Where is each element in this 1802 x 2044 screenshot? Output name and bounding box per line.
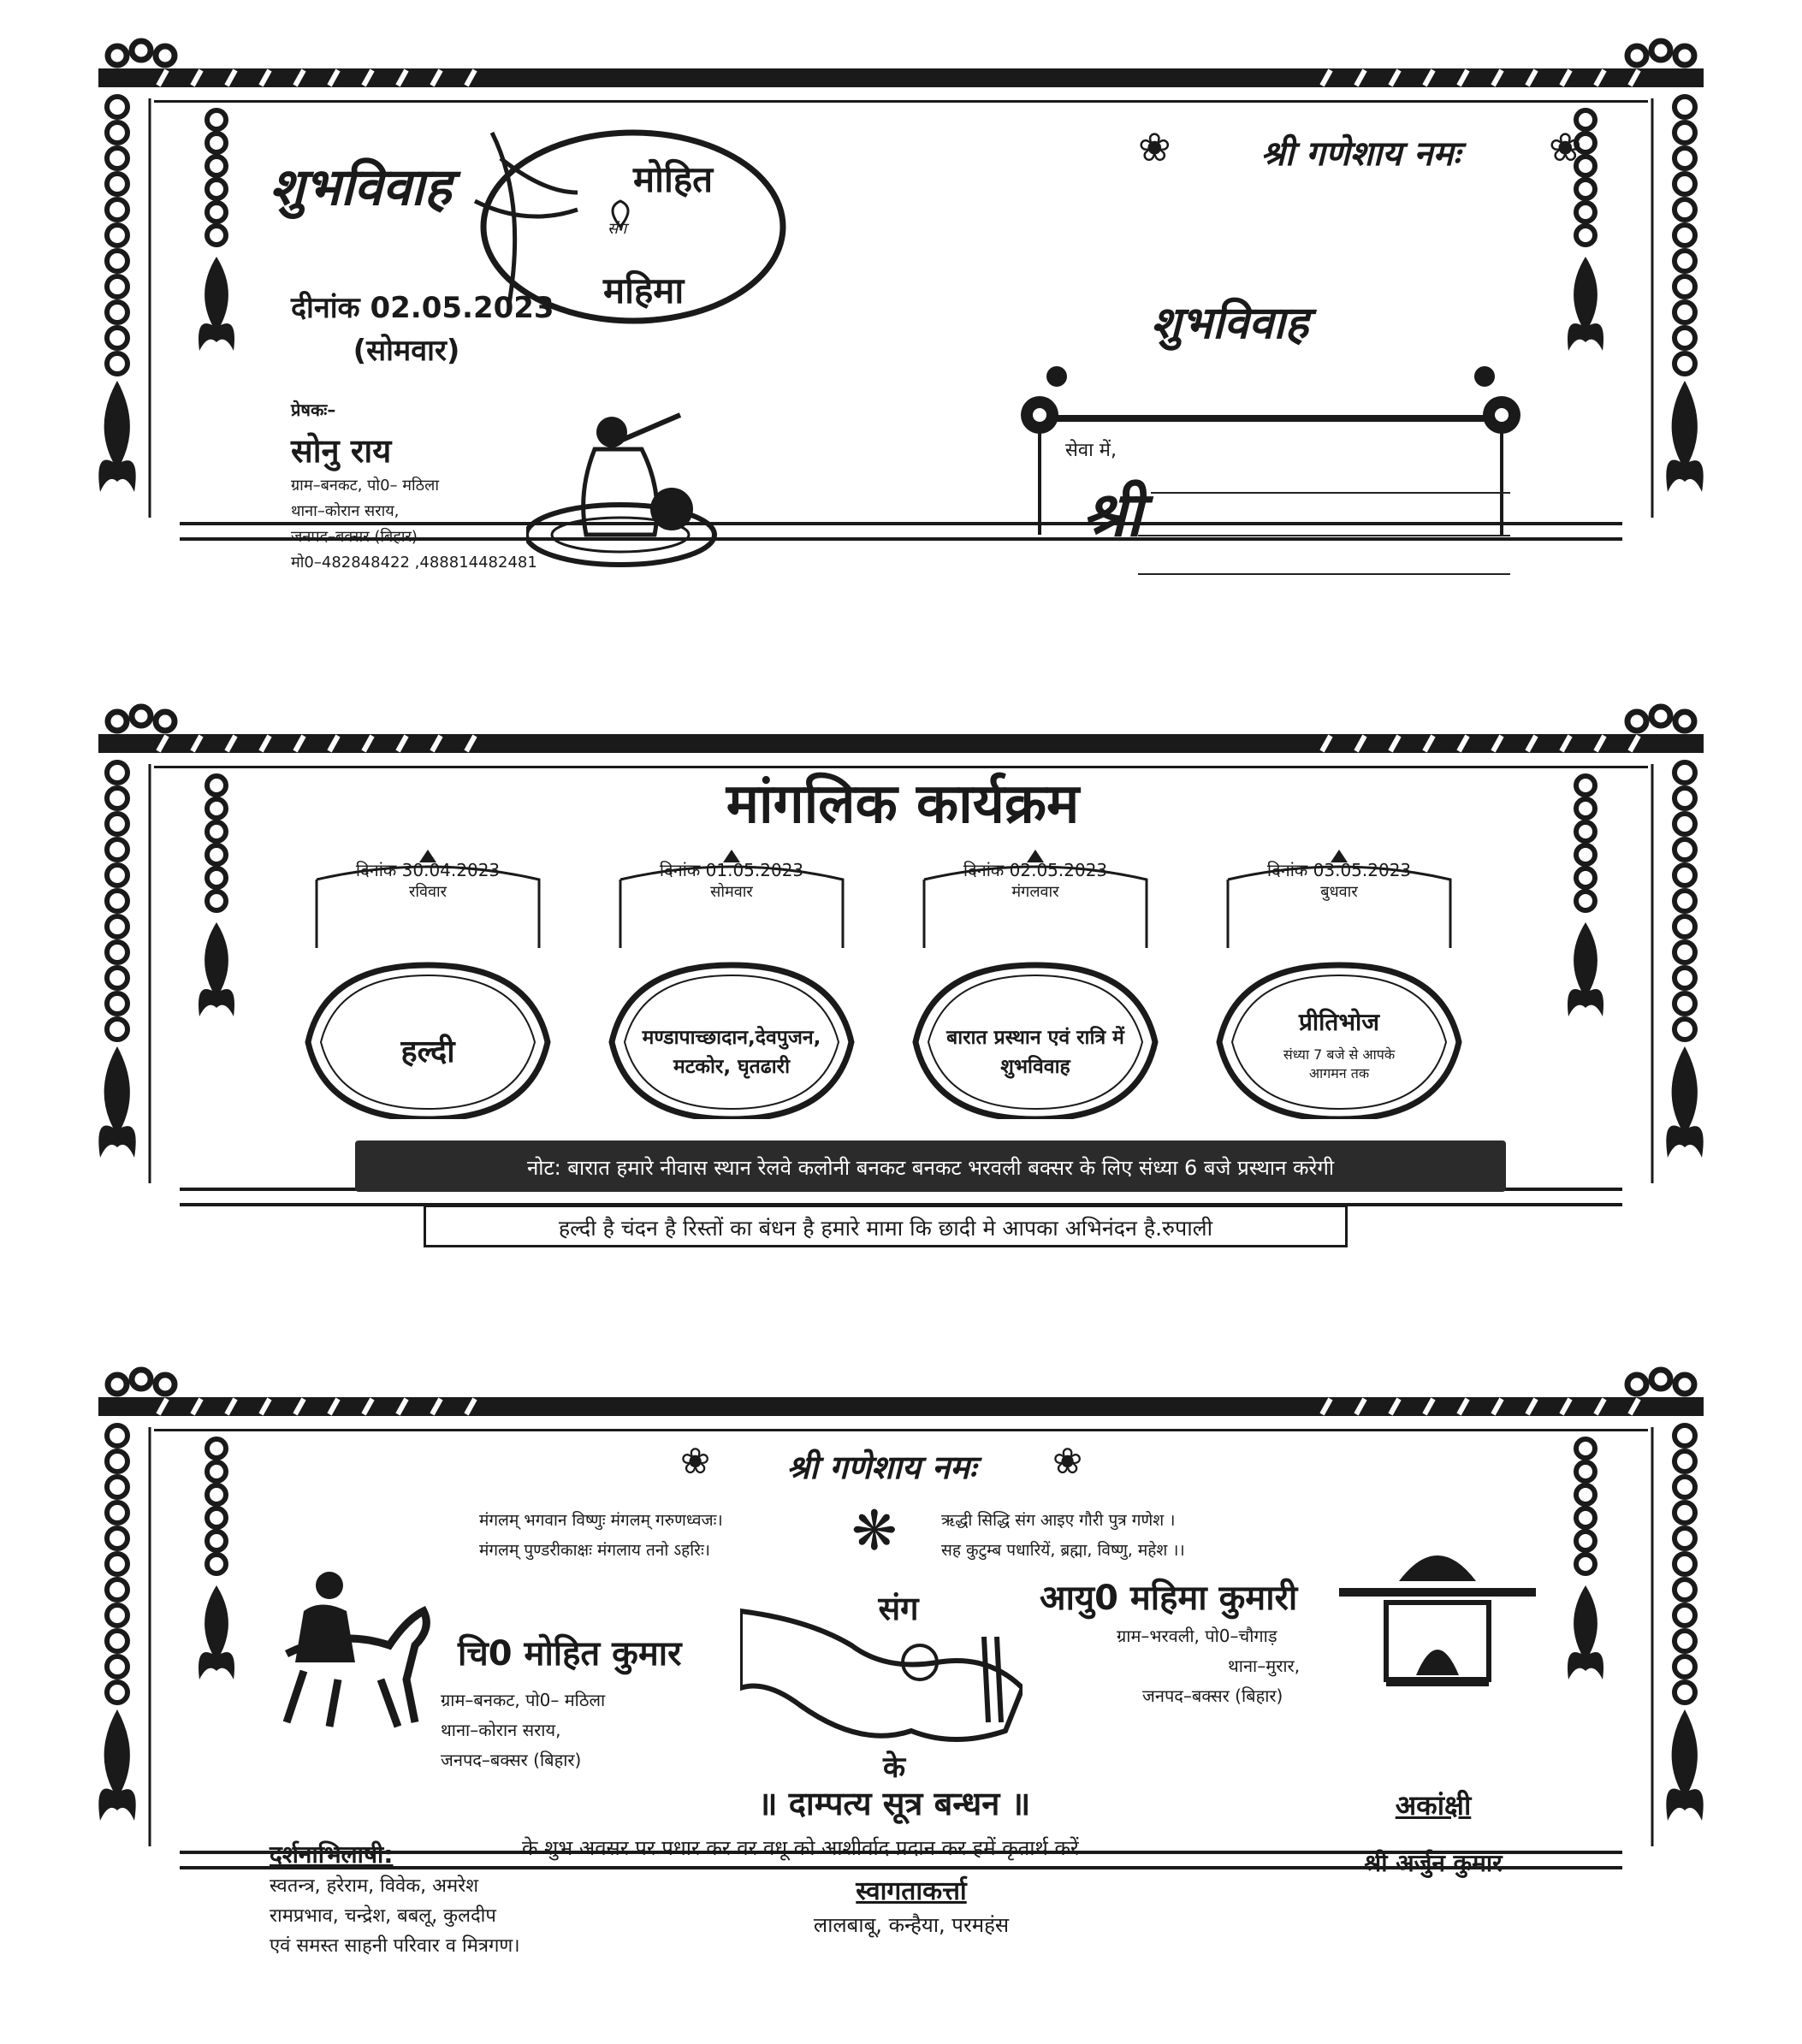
seva-mein-label: सेवा में, — [1065, 440, 1117, 461]
groom-name-front: मोहित — [633, 158, 714, 200]
sender-phone: मो0–482848422 ,488814482481 — [291, 554, 537, 572]
address-line-field[interactable] — [1138, 573, 1510, 575]
programme-heading: मांगलिक कार्यक्रम — [726, 773, 1080, 836]
sang-label-inner: संग — [878, 1590, 919, 1627]
groom-address-line: जनपद–बक्सर (बिहार) — [441, 1750, 582, 1770]
bride-full-name: आयु0 महिमा कुमारी — [1040, 1579, 1298, 1618]
ganesh-icon: ❀ — [1052, 1440, 1083, 1482]
akanshi-label: अकांक्षी — [1395, 1789, 1472, 1822]
swagat-label: स्वागताकर्त्ता — [856, 1876, 967, 1906]
couplet-text: हल्दी है चंदन है रिस्तों का बंधन है हमारे मामा कि छादी मे आपका अभिनंदन है.रुपाली — [558, 1216, 1213, 1241]
event-name: हल्दी — [400, 1034, 455, 1069]
event-day: सोमवार — [710, 883, 753, 901]
darshan-label: दर्शनाभिलाषी: — [270, 1840, 394, 1869]
wedding-weekday: (सोमवार) — [353, 334, 460, 368]
groom-address-line: थाना–कोरान सराय, — [441, 1720, 561, 1740]
doli-icon — [1339, 1521, 1536, 1692]
event-card-pritibhoj — [1211, 837, 1467, 1119]
event-name: प्रीतिभोज — [1298, 1008, 1380, 1036]
ke-label: के — [882, 1751, 906, 1785]
event-card-mandap — [603, 837, 860, 1119]
sender-address-line: थाना–कोरान सराय, — [291, 502, 400, 520]
event-day: बुधवार — [1320, 883, 1358, 901]
ganesh-icon: ❀ — [1549, 124, 1582, 170]
card-front-panel — [98, 39, 1704, 620]
bride-address-line: ग्राम–भरवली, पो0–चौगाड़ — [1117, 1626, 1277, 1646]
groom-address-line: ग्राम–बनकट, पो0– मठिला — [441, 1690, 606, 1710]
ganesh-header-inner: श्री गणेशाय नमः — [786, 1449, 976, 1486]
horse-rider-icon — [270, 1560, 432, 1731]
shubh-vivah-small: शुभविवाह — [1151, 297, 1309, 349]
event-name: मण्डापाच्छादान,देवपुजन, मटकोर, घृतढारी — [642, 1027, 821, 1078]
swagat-names: लालबाबू, कन्हैया, परमहंस — [813, 1913, 1010, 1937]
bride-address-line: जनपद–बक्सर (बिहार) — [1142, 1686, 1283, 1706]
address-line-field[interactable] — [1138, 535, 1510, 536]
sender-address-line: ग्राम–बनकट, पो0– मठिला — [291, 477, 439, 495]
event-card-haldi — [299, 837, 556, 1119]
sender-label: प्रेषकः– — [291, 400, 336, 420]
event-date: दिनांक 03.05.2023 — [1266, 860, 1412, 880]
event-subtext: संध्या 7 बजे से आपके आगमन तक — [1283, 1046, 1396, 1081]
mantra-left-line: मंगलम् भगवान विष्णुः मंगलम् गरुणध्वजः। — [479, 1511, 723, 1530]
note-text: नोट: बारात हमारे नीवास स्थान रेलवे कलोनी बनकट बनकट भरवली बक्सर के लिए संध्या 6 बजे प्रस्थान करेगी — [526, 1156, 1335, 1180]
shri-glyph: श्री — [1082, 478, 1142, 550]
shehnai-player-illustration — [526, 406, 732, 569]
event-date: दिनांक 02.05.2023 — [963, 860, 1108, 880]
ganesh-icon: ❋ — [851, 1500, 898, 1563]
bride-name-front: महिमा — [603, 270, 685, 311]
sender-name: सोनु राय — [291, 432, 392, 470]
ganesh-icon: ❀ — [1138, 124, 1171, 170]
address-line-field[interactable] — [1151, 492, 1510, 494]
bride-address-line: थाना–मुरार, — [1228, 1656, 1301, 1676]
event-day: रविवार — [408, 883, 448, 901]
mantra-right-line: सह कुटुम्ब पधारियें, ब्रह्मा, विष्णु, महेश ।। — [941, 1541, 1185, 1560]
shubh-vivah-title: शुभविवाह — [270, 157, 452, 217]
ganesh-header-front: श्री गणेशाय नमः — [1260, 134, 1461, 174]
groom-full-name: चि0 मोहित कुमार — [458, 1634, 682, 1674]
mantra-left-line: मंगलम् पुण्डरीकाक्षः मंगलाय तनो ऽहरिः। — [479, 1541, 710, 1560]
wedding-date: दीनांक 02.05.2023 — [291, 291, 554, 325]
akanshi-name: श्री अर्जुन कुमार — [1364, 1849, 1503, 1877]
dampatya-sutra: ॥ दाम्पत्य सूत्र बन्धन ॥ — [757, 1785, 1031, 1822]
ganesh-icon: ❀ — [680, 1440, 711, 1482]
invitation-panel — [98, 1367, 1704, 1957]
event-day: मंगलवार — [1011, 883, 1059, 901]
sang-label-front: संग — [608, 220, 627, 238]
darshan-line: एवं समस्त साहनी परिवार व मित्रगण। — [270, 1935, 520, 1957]
event-date: दिनांक 30.04.2023 — [355, 860, 501, 880]
darshan-line: स्वतन्त्र, हरेराम, विवेक, अमरेश — [270, 1875, 479, 1897]
programme-panel — [98, 704, 1704, 1286]
sender-address-line: जनपद–बक्सर (बिहार) — [291, 528, 418, 546]
invitation-line: के शुभ अवसर पर पधार कर वर वधू को आशीर्वाद प्रदान कर हमें कृतार्थ करें — [522, 1836, 1079, 1860]
event-name: बारात प्रस्थान एवं रात्रि में शुभविवाह — [946, 1027, 1124, 1078]
mantra-right-line: ऋद्धी सिद्धि संग आइए गौरी पुत्र गणेश । — [941, 1511, 1176, 1530]
event-card-barat — [907, 837, 1164, 1119]
event-date: दिनांक 01.05.2023 — [659, 860, 804, 880]
flower-icon — [1021, 366, 1520, 434]
darshan-line: रामप्रभाव, चन्द्रेश, बबलू, कुलदीप — [270, 1905, 496, 1927]
